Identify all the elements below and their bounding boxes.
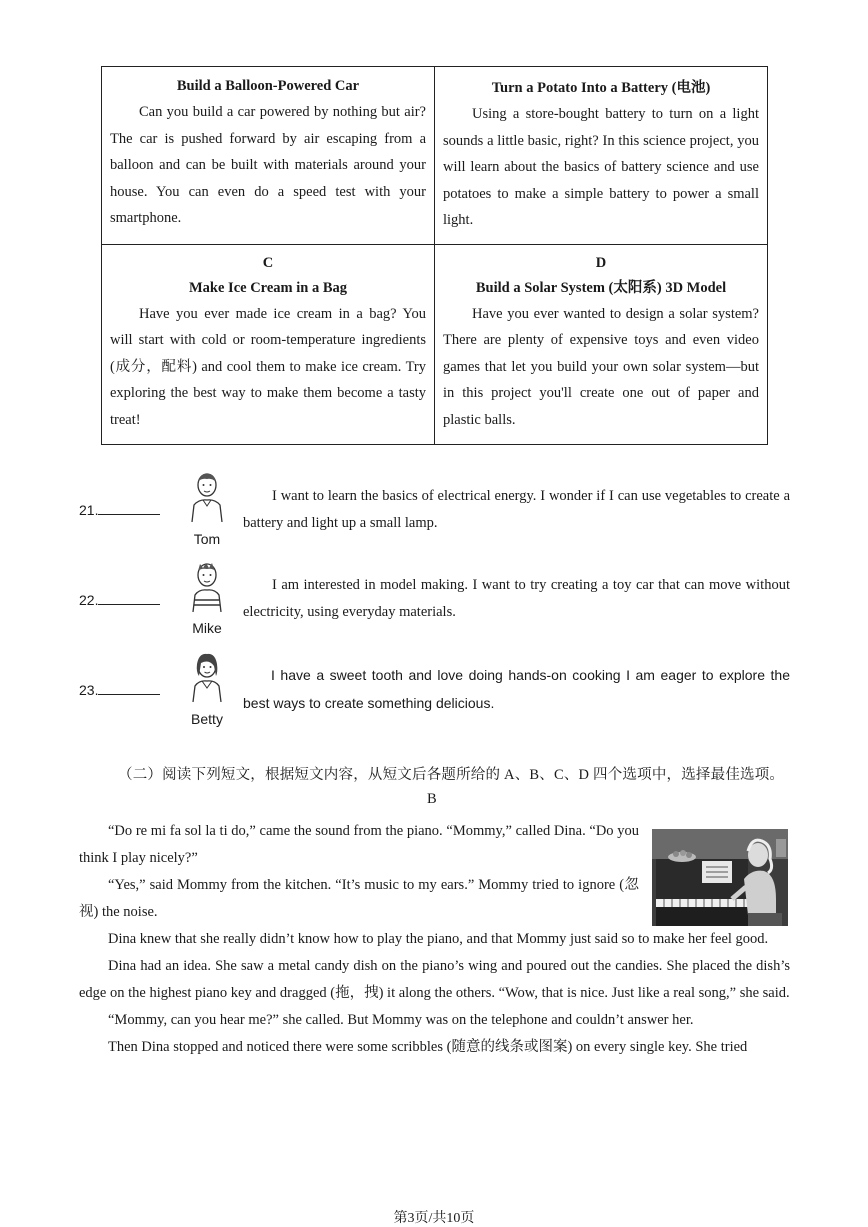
page-number: 第3页/共10页 bbox=[393, 1211, 475, 1226]
question-number: 23. bbox=[79, 680, 160, 698]
project-letter: C bbox=[262, 254, 274, 271]
project-cell-c bbox=[102, 244, 435, 444]
girl-playing-piano-illustration bbox=[652, 829, 788, 926]
section-heading: （二）阅读下列短文，根据短文内容，从短文后各题所给的 A、B、C、D 四个选项中，选择最佳选项。 bbox=[118, 767, 785, 783]
passage-body bbox=[79, 926, 790, 1061]
question-number: 22. bbox=[79, 590, 160, 608]
project-title: Make Ice Cream in a Bag bbox=[189, 279, 347, 296]
answer-blank[interactable] bbox=[98, 500, 160, 515]
project-description: Have you ever wanted to design a solar system? There are plenty of expensive toys and even video games that let you build your own solar system—but in this project you'll create one out of paper and plastic balls. bbox=[443, 305, 759, 428]
project-table bbox=[101, 66, 768, 445]
girl-portrait-icon bbox=[187, 650, 227, 702]
person-name: Betty bbox=[191, 711, 223, 727]
passage-paragraph: Then Dina stopped and noticed there were some scribbles (随意的线条或图案) on every single key. She tried bbox=[108, 1039, 748, 1055]
person-name: Tom bbox=[193, 531, 221, 547]
project-title: Build a Solar System (太阳系) 3D Model bbox=[475, 279, 727, 296]
project-cell-d bbox=[435, 244, 768, 444]
answer-blank[interactable] bbox=[98, 680, 160, 695]
project-cell-a bbox=[102, 67, 435, 245]
boy-portrait-icon bbox=[187, 560, 227, 612]
project-title: Build a Balloon-Powered Car bbox=[176, 78, 360, 94]
passage-letter: B bbox=[427, 791, 437, 807]
person-name: Mike bbox=[192, 620, 222, 636]
project-description: Using a store-bought battery to turn on a light sounds a little basic, right? In this science project, you will learn about the basics of battery science and use potatoes to make a simple battery to power a small light. bbox=[443, 106, 759, 228]
passage-paragraph: “Mommy, can you hear me?” she called. But Mommy was on the telephone and couldn’t answer her. bbox=[108, 1012, 694, 1028]
project-title: Turn a Potato Into a Battery (电池) bbox=[491, 80, 711, 96]
project-letter: D bbox=[595, 254, 607, 271]
question-number: 21. bbox=[79, 500, 160, 518]
project-description: Can you build a car powered by nothing but air? The car is pushed forward by air escaping from a balloon and can be built with materials around your house. You can even do a speed test with your smartphone. bbox=[110, 104, 426, 226]
question-text: I am interested in model making. I want to try creating a toy car that can move without electricity, using everyday materials. bbox=[243, 577, 790, 620]
passage-paragraph: “Do re mi fa sol la ti do,” came the sound from the piano. “Mommy,” called Dina. “Do you think I play nicely?” “Yes,” said Mommy from the kitchen. “It’s music to my ears.” Mommy tried to ignore (忽视) the noise. bbox=[79, 823, 639, 920]
project-cell-b bbox=[435, 67, 768, 245]
answer-blank[interactable] bbox=[98, 590, 160, 605]
boy-portrait-icon bbox=[187, 470, 227, 522]
question-text: I have a sweet tooth and love doing hands-on cooking I am eager to explore the best ways to create something delicious. bbox=[243, 667, 790, 711]
passage-paragraph: Dina had an idea. She saw a metal candy dish on the piano’s wing and poured out the candies. She placed the dish’s edge on the highest piano key and dragged (拖，拽) it along the others. “Wow, that is nice. Just like a real song,” she said. bbox=[79, 958, 790, 1001]
question-text: I want to learn the basics of electrical energy. I wonder if I can use vegetables to create a battery and light up a small lamp. bbox=[243, 488, 790, 531]
project-description: Have you ever made ice cream in a bag? You will start with cold or room-temperature ingredients (成分，配料) and cool them to make ice cream. Try exploring the best way to make them become a tasty treat! bbox=[110, 305, 426, 428]
passage-paragraph: Dina knew that she really didn’t know how to play the piano, and that Mommy just said so to make her feel good. bbox=[108, 931, 769, 947]
